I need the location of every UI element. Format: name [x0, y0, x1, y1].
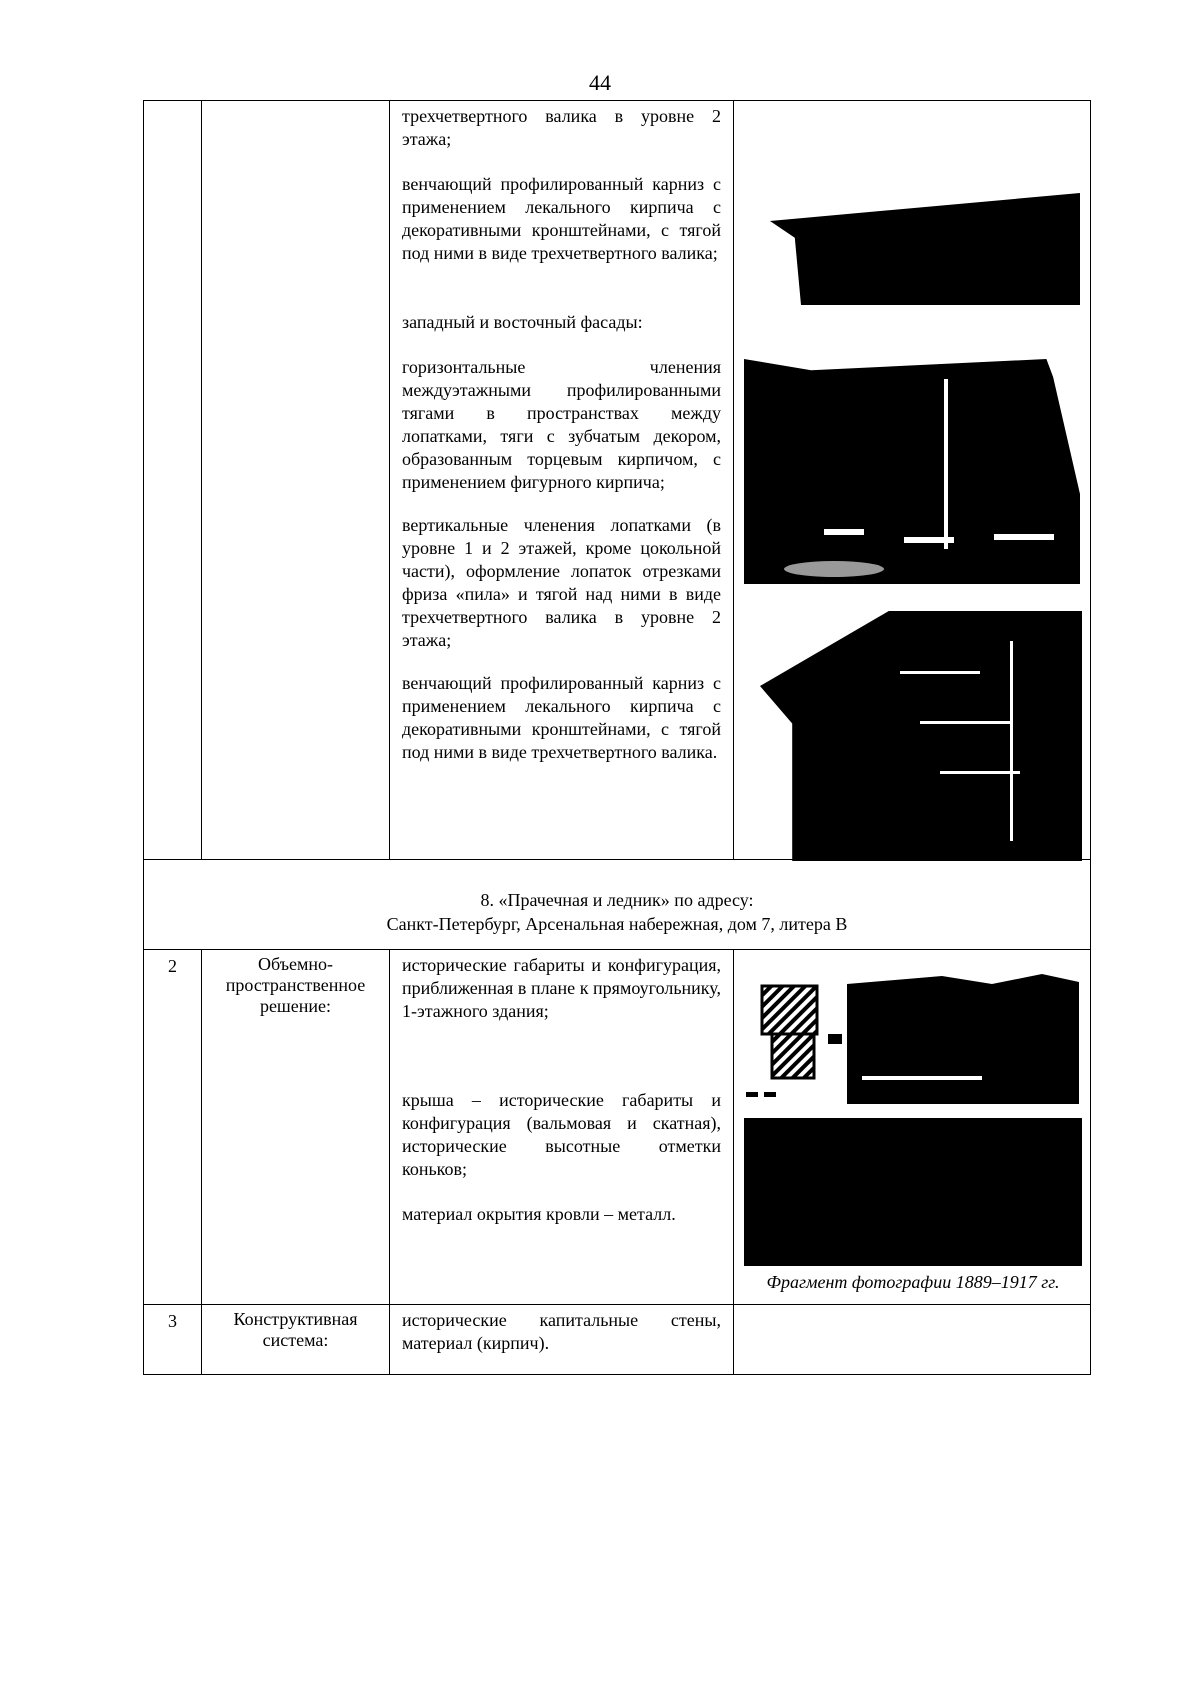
row-title-cell: [202, 101, 390, 859]
row-title-cell: Конструктивная система:: [202, 1305, 390, 1374]
description-paragraph: венчающий профилированный карниз с применением лекального кирпича с декоративными кронштейнами, с тягой под ними в виде трехчетвертного валика;: [402, 174, 721, 263]
photo-cell: [734, 1305, 1090, 1374]
section-header: [144, 860, 1090, 936]
row-title-cell: Объемно-пространственное решение:: [202, 950, 390, 1304]
cornice-detail-photo: [760, 611, 1082, 861]
section-title: 8. «Прачечная и ледник» по адресу:: [480, 890, 754, 910]
facade-photo: [744, 359, 1080, 584]
row-number-cell: 3: [144, 1305, 202, 1374]
photo-caption: Фрагмент фотографии 1889–1917 гг.: [766, 1272, 1060, 1292]
description-cell: [390, 101, 734, 859]
historical-photo: [744, 1118, 1082, 1266]
page-number: 44: [589, 70, 611, 95]
table-row: [143, 950, 1091, 1305]
photo-cell: [734, 101, 1090, 859]
cornice-photo: [770, 193, 1080, 305]
facade-photo-detail: [744, 359, 1080, 584]
protected-features-table: [143, 100, 1091, 1375]
table-row-continuation: [143, 100, 1091, 860]
description-paragraph: венчающий профилированный карниз с применением лекального кирпича с декоративными кронштейнами, с тягой под ними в виде трехчетвертного валика.: [402, 673, 721, 762]
photo-cell: [734, 950, 1090, 1304]
row-number-cell: [144, 101, 202, 859]
table-row: [143, 1305, 1091, 1375]
description-paragraph: вертикальные членения лопатками (в уровне 1 и 2 этажей, кроме цокольной части), оформление лопаток отрезками фриза «пила» и тягой над ними в виде трехчетвертного валика в уровне 2 этажа;: [402, 515, 721, 650]
description-paragraph: материал окрытия кровли – металл.: [402, 1204, 676, 1224]
description-cell: [390, 950, 734, 1304]
description-paragraph: исторические капитальные стены, материал (кирпич).: [402, 1310, 721, 1353]
site-plan-and-photo: [742, 956, 1082, 1104]
description-paragraph: горизонтальные членения междуэтажными профилированными тягами в пространствах между лопатками, тяги с зубчатым декором, образованным торцевым кирпичом, с применением фигурного кирпича;: [402, 357, 721, 492]
section-address: Санкт-Петербург, Арсенальная набережная, дом 7, литера В: [386, 914, 848, 934]
description-paragraph: западный и восточный фасады:: [402, 312, 643, 332]
description-paragraph: крыша – исторические габариты и конфигурация (вальмовая и скатная), исторические высотные отметки коньков;: [402, 1090, 721, 1179]
row-number-cell: 2: [144, 950, 202, 1304]
section-header-row: [143, 860, 1091, 950]
description-cell: [390, 1305, 734, 1374]
description-paragraph: исторические габариты и конфигурация, приближенная в плане к прямоугольнику, 1-этажного здания;: [402, 955, 721, 1021]
description-paragraph: трехчетвертного валика в уровне 2 этажа;: [402, 106, 721, 149]
cornice-detail-photo-texture: [760, 611, 1082, 861]
